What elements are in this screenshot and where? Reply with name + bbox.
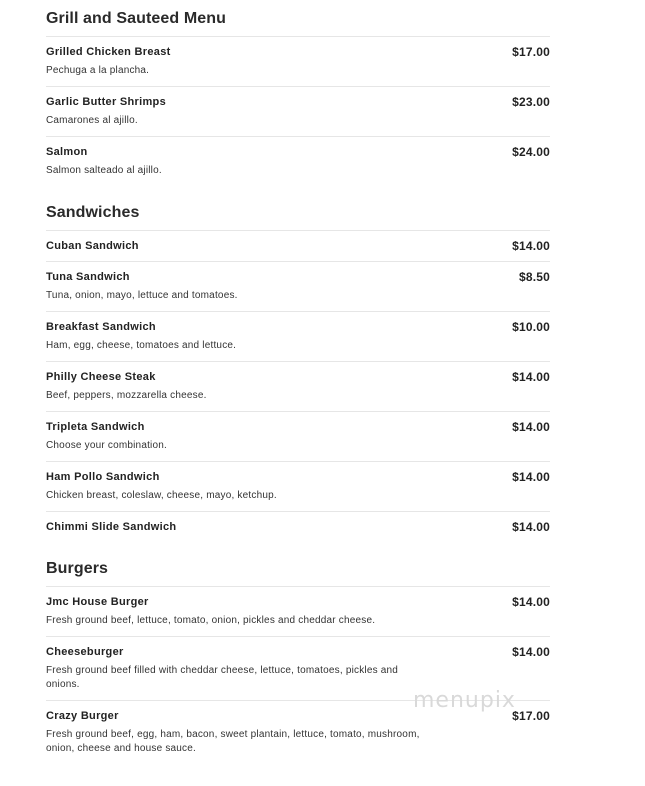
item-name: Garlic Butter Shrimps	[46, 96, 166, 108]
item-description: Choose your combination.	[46, 440, 167, 451]
menu-item	[46, 261, 550, 311]
menu-item	[46, 311, 550, 361]
item-name: Grilled Chicken Breast	[46, 46, 171, 58]
item-price: $14.00	[512, 520, 550, 534]
item-price: $23.00	[512, 95, 550, 109]
section-title: Burgers	[46, 560, 109, 577]
item-price: $14.00	[512, 239, 550, 253]
menu-item	[46, 461, 550, 511]
item-price: $14.00	[512, 595, 550, 609]
section-title: Sandwiches	[46, 204, 140, 221]
item-name: Breakfast Sandwich	[46, 321, 156, 333]
item-name: Jmc House Burger	[46, 596, 149, 608]
item-price: $14.00	[512, 420, 550, 434]
item-price: $14.00	[512, 370, 550, 384]
item-name: Tripleta Sandwich	[46, 421, 145, 433]
menu-item	[46, 361, 550, 411]
menu-item	[46, 411, 550, 461]
item-description: Fresh ground beef filled with cheddar cheese, lettuce, tomatoes, pickles and onions.	[46, 665, 399, 690]
item-description: Fresh ground beef, lettuce, tomato, onion, pickles and cheddar cheese.	[46, 615, 376, 626]
item-description: Salmon salteado al ajillo.	[46, 165, 162, 176]
item-price: $10.00	[512, 320, 550, 334]
item-price: $14.00	[512, 645, 550, 659]
item-price: $17.00	[512, 45, 550, 59]
item-description: Ham, egg, cheese, tomatoes and lettuce.	[46, 340, 237, 351]
item-price: $17.00	[512, 709, 550, 723]
menu-item	[46, 586, 550, 636]
section-burgers	[46, 542, 550, 764]
menu-item	[46, 36, 550, 86]
menu-item	[46, 86, 550, 136]
item-name: Chimmi Slide Sandwich	[46, 521, 177, 533]
section-grill-and-sauteed	[46, 0, 550, 186]
menu-item	[46, 230, 550, 261]
section-title: Grill and Sauteed Menu	[46, 10, 227, 27]
item-name: Philly Cheese Steak	[46, 371, 156, 383]
item-description: Chicken breast, coleslaw, cheese, mayo, ketchup.	[46, 490, 277, 501]
menu-item	[46, 136, 550, 186]
item-price: $24.00	[512, 145, 550, 159]
item-name: Tuna Sandwich	[46, 271, 130, 283]
section-sandwiches	[46, 186, 550, 542]
item-price: $8.50	[518, 270, 550, 284]
item-name: Salmon	[46, 146, 88, 158]
item-name: Ham Pollo Sandwich	[46, 471, 160, 483]
item-description: Beef, peppers, mozzarella cheese.	[46, 390, 207, 401]
item-description: Camarones al ajillo.	[46, 115, 138, 126]
item-description: Pechuga a la plancha.	[46, 65, 150, 76]
item-name: Cheeseburger	[46, 646, 124, 658]
item-name: Cuban Sandwich	[46, 240, 139, 252]
item-description: Fresh ground beef, egg, ham, bacon, sweet plantain, lettuce, tomato, mushroom, onion, cheese and house sauce.	[46, 729, 420, 754]
menu	[46, 0, 550, 764]
menu-item	[46, 511, 550, 542]
menupix-watermark: menupix	[413, 688, 516, 713]
item-price: $14.00	[512, 470, 550, 484]
item-name: Crazy Burger	[46, 710, 119, 722]
item-description: Tuna, onion, mayo, lettuce and tomatoes.	[46, 290, 238, 301]
